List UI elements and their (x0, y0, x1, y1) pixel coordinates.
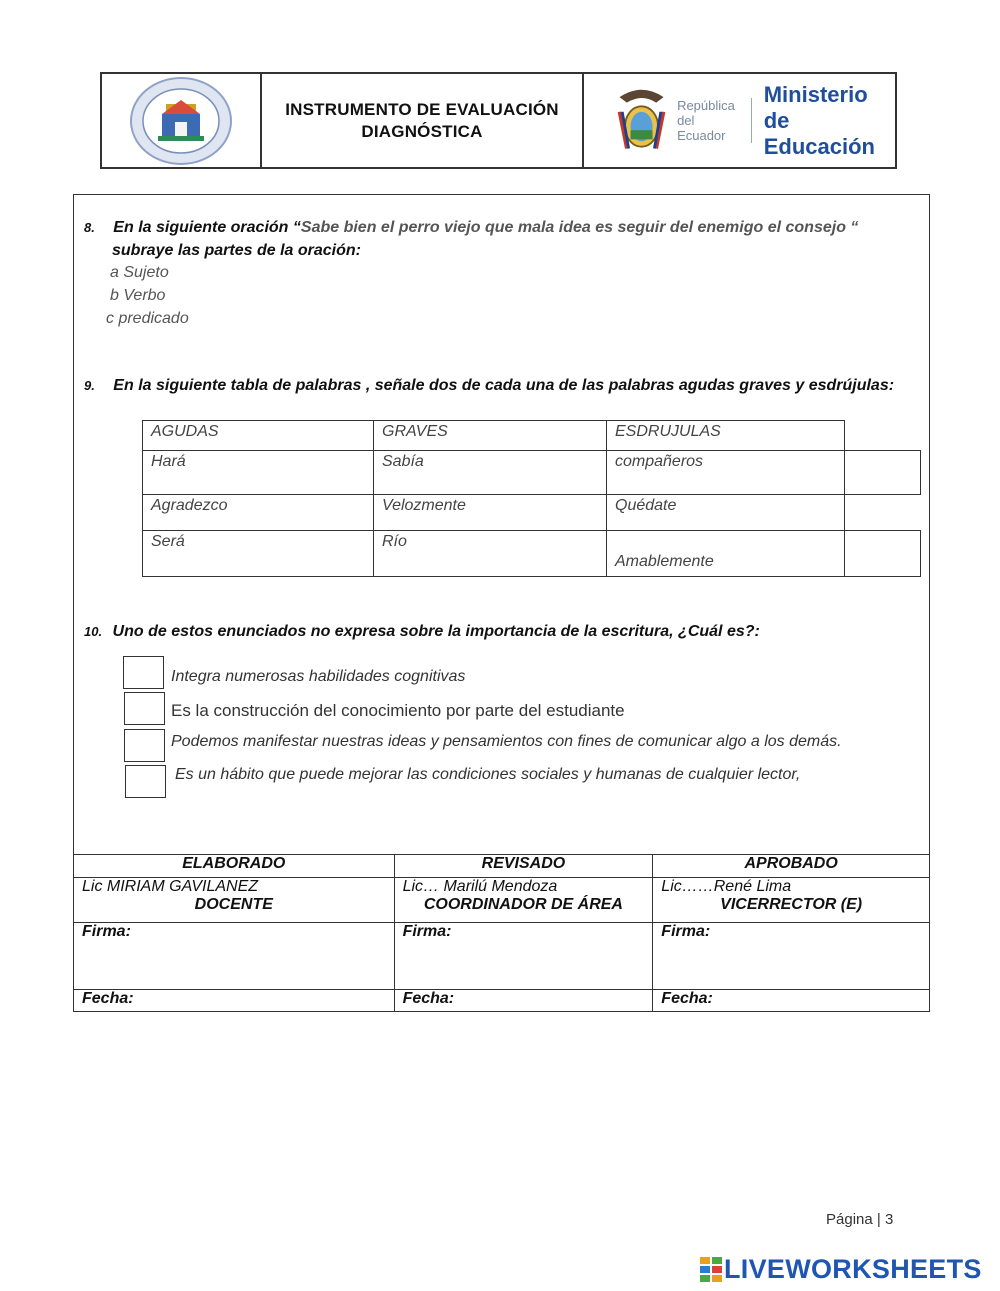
question-8-option-b: b Verbo (110, 287, 166, 304)
question-8-quote: Sabe bien el perro viejo que mala idea es seguir del enemigo el consejo “ (300, 219, 859, 236)
school-logo-cell (102, 74, 262, 167)
table-cell (142, 494, 374, 531)
cell-text: Velozmente (382, 497, 466, 514)
aprobado-name: Lic……René Lima (661, 878, 792, 895)
signature-header-row (74, 855, 930, 878)
question-10-option-4: Es un hábito que puede mejorar las condiciones sociales y humanas de cualquier lector, (175, 766, 801, 783)
cell-text: Será (151, 533, 185, 550)
brand-name: LIVEWORKSHEETS (724, 1254, 982, 1284)
answer-checkbox-4[interactable] (125, 765, 166, 798)
elaborado-cell (74, 878, 395, 923)
revisado-role: COORDINADOR DE ÁREA (423, 896, 623, 913)
firma-label: Firma: (653, 923, 930, 990)
document-header (100, 72, 897, 169)
question-8-number: 8. (84, 220, 95, 235)
ministerio-line-2: de Educación (763, 107, 875, 159)
title-line-2: DIAGNÓSTICA (361, 121, 483, 141)
question-9-number: 9. (84, 378, 95, 393)
fecha-label: Fecha: (653, 990, 930, 1012)
ministerio-line-1: Ministerio (763, 81, 868, 107)
firma-label: Firma: (74, 923, 395, 990)
question-8-option-c: c predicado (106, 310, 189, 327)
answer-cell[interactable] (844, 450, 921, 495)
republica-text (677, 98, 752, 143)
header-label: GRAVES (382, 423, 448, 440)
question-8-instruction: subraye las partes de la oración: (112, 242, 361, 259)
question-9-text: En la siguiente tabla de palabras , señale dos de cada una de las palabras agudas graves y esdrújulas: (113, 377, 895, 394)
fecha-row (74, 990, 930, 1012)
header-label: AGUDAS (151, 423, 219, 440)
table-header-esdrujulas (606, 420, 845, 451)
table-header-agudas (142, 420, 374, 451)
signature-names-row (74, 878, 930, 923)
table-cell (373, 450, 607, 495)
question-8-option-a: a Sujeto (110, 264, 169, 281)
republica-line-2: del Ecuador (677, 113, 726, 143)
question-10-option-1: Integra numerosas habilidades cognitivas (171, 668, 466, 685)
table-cell (373, 494, 607, 531)
question-9 (84, 377, 924, 395)
table-cell (373, 530, 607, 577)
table-header-graves (373, 420, 607, 451)
question-10-number: 10. (84, 624, 103, 639)
table-cell (606, 494, 845, 531)
header-revisado: REVISADO (394, 855, 653, 878)
question-10 (84, 623, 924, 641)
cell-text: Sabía (382, 453, 424, 470)
aprobado-role: VICERRECTOR (E) (720, 896, 863, 913)
signature-table (73, 854, 930, 1012)
revisado-name: Lic… Marilú Mendoza (402, 878, 558, 895)
question-10-option-2: Es la construcción del conocimiento por parte del estudiante (171, 701, 625, 720)
ministry-logo-cell (584, 74, 895, 167)
cell-text: compañeros (615, 453, 704, 470)
answer-checkbox-2[interactable] (124, 692, 165, 725)
cell-text: Río (382, 533, 407, 550)
cell-text: Agradezco (151, 497, 228, 514)
cell-text: Quédate (615, 497, 677, 514)
header-elaborado: ELABORADO (74, 855, 395, 878)
ecuador-coat-of-arms-icon (614, 81, 669, 161)
table-cell (606, 450, 845, 495)
ministerio-text (764, 82, 895, 160)
question-10-text: Uno de estos enunciados no expresa sobre la importancia de la escritura, ¿Cuál es?: (112, 623, 760, 640)
elaborado-role: DOCENTE (194, 896, 273, 913)
question-8 (84, 219, 924, 237)
republica-line-1: República (677, 98, 735, 113)
school-seal-icon (128, 76, 234, 166)
liveworksheets-icon (700, 1257, 724, 1283)
answer-cell[interactable] (844, 530, 921, 577)
liveworksheets-logo (700, 1254, 982, 1285)
question-10-option-3: Podemos manifestar nuestras ideas y pensamientos con fines de comunicar algo a los demás. (171, 733, 842, 750)
cell-text: Hará (151, 453, 186, 470)
header-aprobado: APROBADO (653, 855, 930, 878)
table-cell (142, 530, 374, 577)
fecha-label: Fecha: (74, 990, 395, 1012)
answer-checkbox-1[interactable] (123, 656, 164, 689)
document-title (262, 74, 584, 167)
title-line-1: INSTRUMENTO DE EVALUACIÓN (285, 99, 559, 119)
fecha-label: Fecha: (394, 990, 653, 1012)
question-8-intro: En la siguiente oración “ (113, 219, 301, 236)
firma-label: Firma: (394, 923, 653, 990)
aprobado-cell (653, 878, 930, 923)
table-cell (142, 450, 374, 495)
firma-row (74, 923, 930, 990)
elaborado-name: Lic MIRIAM GAVILANEZ (82, 878, 259, 895)
table-cell (606, 530, 845, 577)
answer-checkbox-3[interactable] (124, 729, 165, 762)
revisado-cell (394, 878, 653, 923)
cell-text: Amablemente (615, 553, 714, 570)
page-number: Página | 3 (826, 1211, 894, 1228)
header-label: ESDRUJULAS (615, 423, 721, 440)
